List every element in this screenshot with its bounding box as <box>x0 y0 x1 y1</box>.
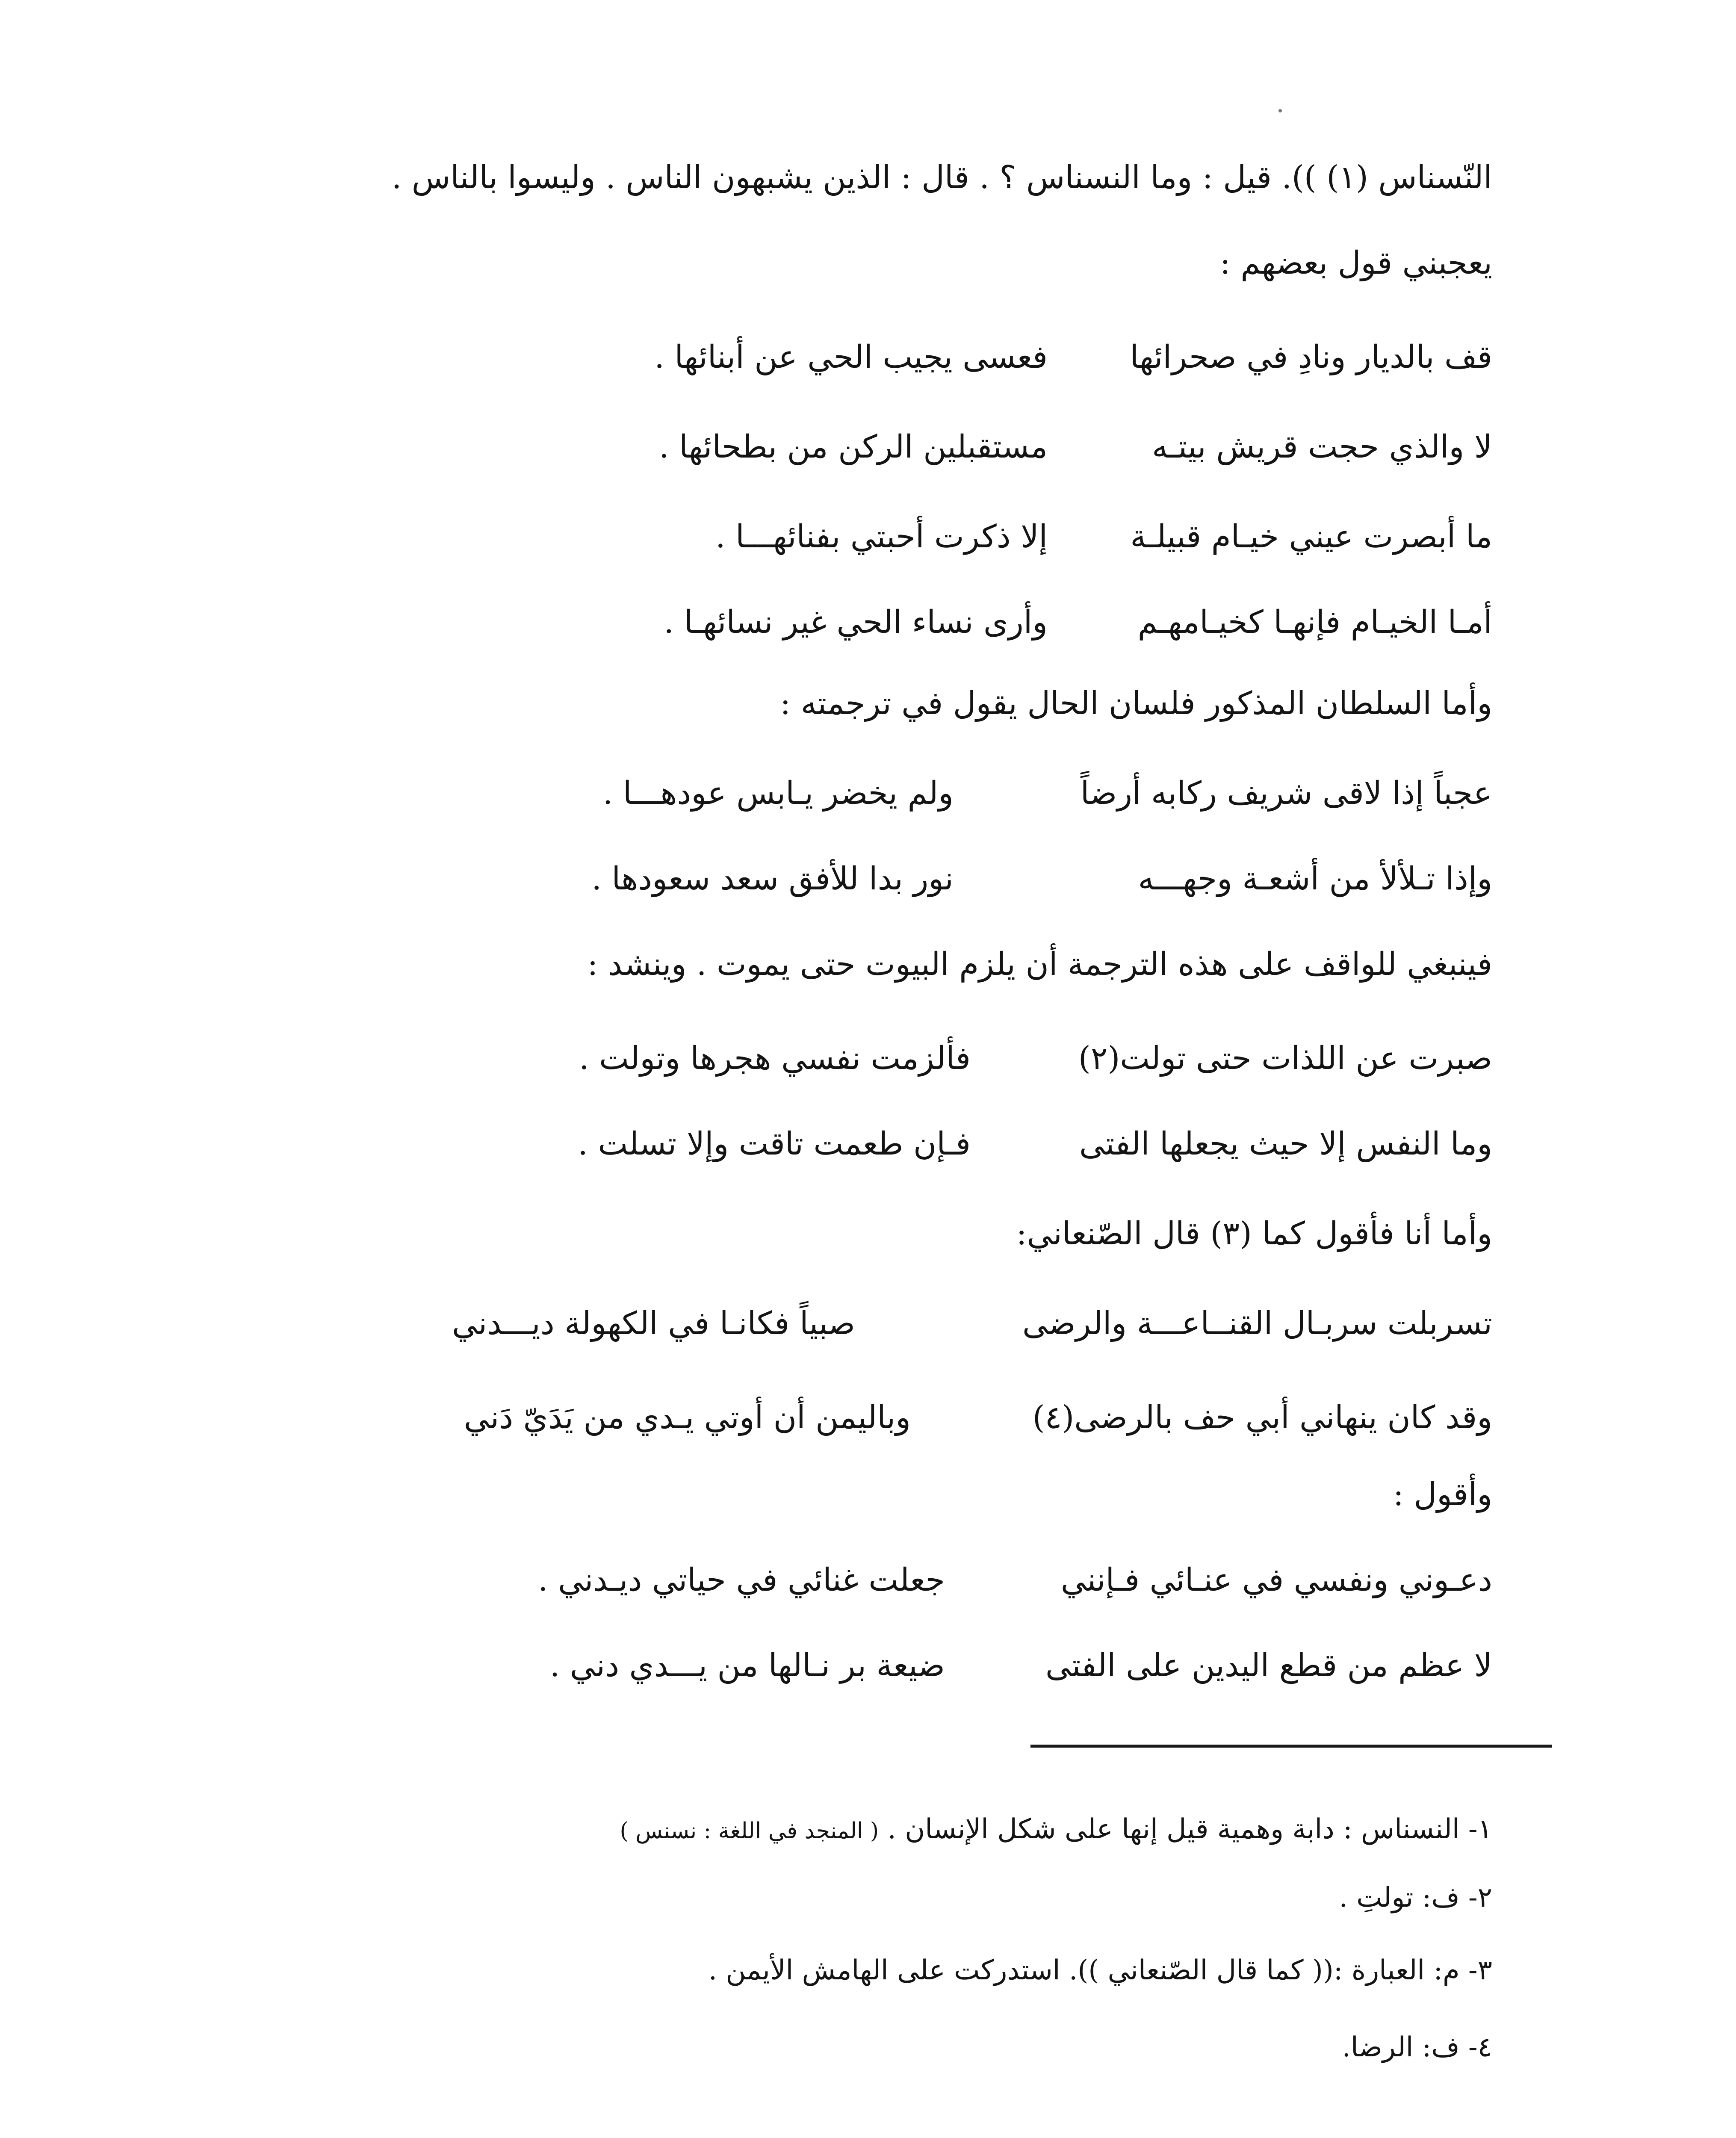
sanani-line: وأما أنا فأقول كما (٣) قال الصّنعاني: <box>1016 1215 1492 1252</box>
verse-hemistich-second: جعلت غنائي في حياتي ديـدني . <box>538 1562 945 1598</box>
footnote-1 <box>620 1809 1492 1852</box>
verse-hemistich-second: نور بدا للأفق سعد سعودها . <box>591 860 954 897</box>
footnote-source: ( المنجد في اللغة : نسنس ) <box>620 1818 879 1844</box>
verse-hemistich-first: تسربلت سربـال القنــاعـــة والرضى <box>1022 1305 1492 1342</box>
verse-hemistich-first: أمـا الخيـام فإنهـا كخيـامهـم <box>1137 604 1492 641</box>
verse-hemistich-second: ولم يخضر يـابس عودهـــا . <box>602 775 954 812</box>
verse-hemistich-first: لا عظم من قطع اليدين على الفتى <box>1045 1647 1492 1684</box>
verse-hemistich-second: فعسى يجيب الحي عن أبنائها . <box>654 339 1048 375</box>
verse-hemistich-first: صبرت عن اللذات حتى تولت(٢) <box>1078 1040 1492 1077</box>
footnote-text: ٢- ف: تولتِ . <box>1339 1882 1492 1914</box>
verse-hemistich-first: لا والذي حجت قريش بيتـه <box>1152 428 1492 465</box>
sultan-line: وأما السلطان المذكور فلسان الحال يقول في ترجمته : <box>780 685 1492 722</box>
verse-hemistich-second: وباليمن أن أوتي يـدي من يَدَيّ دَني <box>464 1399 911 1436</box>
footnote-text: ١- النسناس : دابة وهمية قيل إنها على شكل الإنسان . <box>887 1813 1492 1845</box>
verse-hemistich-first: عجباً إذا لاقى شريف ركابه أرضاً <box>1080 775 1492 812</box>
verse-hemistich-first: وما النفس إلا حيث يجعلها الفتى <box>1079 1125 1492 1162</box>
verse-hemistich-second: ضيعة بر نـالها من يـــدي دني . <box>549 1647 945 1684</box>
intro-line-1: النّسناس (١) )). قيل : وما النسناس ؟ . قال : الذين يشبهون الناس . وليسوا بالناس . <box>391 159 1492 196</box>
intro-line-2: يعجبني قول بعضهم : <box>1219 245 1492 281</box>
verse-hemistich-first: ما أبصرت عيني خيـام قبيلـة <box>1130 518 1492 555</box>
verse-hemistich-second: وأرى نساء الحي غير نسائهـا . <box>664 604 1048 641</box>
footnote-2 <box>1339 1877 1493 1918</box>
verse-hemistich-first: وإذا تـلألأ من أشعـة وجهـــه <box>1138 860 1492 897</box>
footnote-text: ٣- م: العبارة :(( كما قال الصّنعاني )). استدركت على الهامش الأيمن . <box>708 1955 1492 1986</box>
verse-hemistich-first: وقد كان ينهاني أبي حف بالرضى(٤) <box>1032 1399 1492 1436</box>
verse-hemistich-second: مستقبلين الركن من بطحائها . <box>659 428 1048 465</box>
verse-hemistich-second: فـإن طعمت تاقت وإلا تسلت . <box>578 1125 971 1162</box>
scan-speck <box>1278 109 1282 112</box>
advice-line: فينبغي للواقف على هذه الترجمة أن يلزم البيوت حتى يموت . وينشد : <box>587 946 1492 983</box>
say-line: وأقول : <box>1393 1476 1492 1513</box>
verse-hemistich-second: إلا ذكرت أحبتي بفنائهـــا . <box>715 518 1048 555</box>
verse-hemistich-second: فألزمت نفسي هجرها وتولت . <box>579 1040 971 1077</box>
verse-hemistich-first: قف بالديار ونادِ في صحرائها <box>1130 339 1492 375</box>
footnote-3 <box>709 1950 1492 1991</box>
footnote-separator <box>1030 1745 1552 1748</box>
footnote-text: ٤- ف: الرضا. <box>1342 2032 1492 2063</box>
footnote-4 <box>1342 2027 1492 2068</box>
verse-hemistich-second: صبياً فكانـا في الكهولة ديـــدني <box>452 1305 855 1342</box>
verse-hemistich-first: دعـوني ونفسي في عنـائي فـإنني <box>1060 1562 1492 1598</box>
